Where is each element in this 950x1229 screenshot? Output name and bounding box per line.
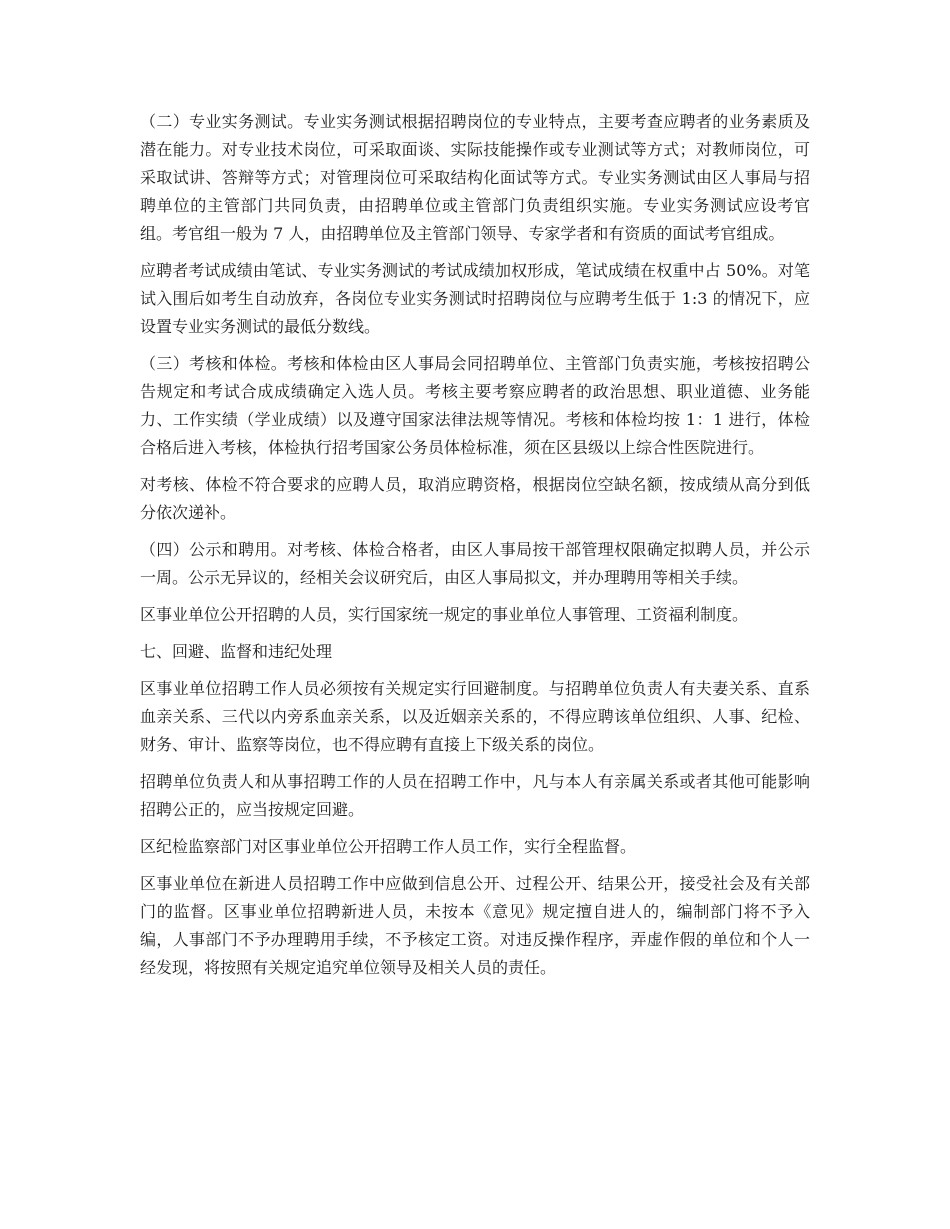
paragraph-avoidance-rules: 区事业单位招聘工作人员必须按有关规定实行回避制度。与招聘单位负责人有夫妻关系、直系血亲关系、三代以内旁系血亲关系，以及近姻亲关系的，不得应聘该单位组织、人事、纪检、财务、审计、监察等岗位，也不得应聘有直接上下级关系的岗位。 (140, 679, 810, 754)
document-body (140, 108, 810, 991)
paragraph-score-weighting: 应聘者考试成绩由笔试、专业实务测试的考试成绩加权形成，笔试成绩在权重中占 50%。对笔试入围后如考生自动放弃，各岗位专业实务测试时招聘岗位与应聘考生低于 1:3 的情况下，应设置专业实务测试的最低分数线。 (140, 261, 810, 336)
paragraph-publicity-hiring: （四）公示和聘用。对考核、体检合格者，由区人事局按干部管理权限确定拟聘人员，并公示一周。公示无异议的，经相关会议研究后，由区人事局拟文，并办理聘用等相关手续。 (140, 540, 810, 587)
paragraph-supervision: 区纪检监察部门对区事业单位公开招聘工作人员工作，实行全程监督。 (140, 837, 637, 856)
paragraph-personnel-system: 区事业单位公开招聘的人员，实行国家统一规定的事业单位人事管理、工资福利制度。 (140, 605, 749, 624)
paragraph-assessment-exam: （三）考核和体检。考核和体检由区人事局会同招聘单位、主管部门负责实施，考核按招聘公告规定和考试合成成绩确定入选人员。考核主要考察应聘者的政治思想、职业道德、业务能力、工作实绩（学业成绩）以及遵守国家法律法规等情况。考核和体检均按 1：1 进行，体检合格后进入考核，体检执行招考国家公务员体检标准，须在区县级以上综合性医院进行。 (140, 354, 810, 457)
paragraph-professional-test: （二）专业实务测试。专业实务测试根据招聘岗位的专业特点，主要考查应聘者的业务素质及潜在能力。对专业技术岗位，可采取面谈、实际技能操作或专业测试等方式；对教师岗位，可采取试讲、答辩等方式；对管理岗位可采取结构化面试等方式。专业实务测试由区人事局与招聘单位的主管部门共同负责，由招聘单位或主管部门负责组织实施。专业实务测试应设考官组。考官组一般为 7 人，由招聘单位及主管部门领导、专家学者和有资质的面试考官组成。 (140, 112, 810, 243)
paragraph-disqualification: 对考核、体检不符合要求的应聘人员，取消应聘资格，根据岗位空缺名额，按成绩从高分到低分依次递补。 (140, 475, 810, 522)
paragraph-disclosure-penalty: 区事业单位在新进人员招聘工作中应做到信息公开、过程公开、结果公开，接受社会及有关部门的监督。区事业单位招聘新进人员，未按本《意见》规定擅自进人的，编制部门将不予入编，人事部门不予办理聘用手续，不予核定工资。对违反操作程序，弄虚作假的单位和个人一经发现，将按照有关规定追究单位领导及相关人员的责任。 (140, 874, 810, 977)
section-heading-avoidance: 七、回避、监督和违纪处理 (140, 642, 333, 661)
paragraph-recusal: 招聘单位负责人和从事招聘工作的人员在招聘工作中，凡与本人有亲属关系或者其他可能影响招聘公正的，应当按规定回避。 (140, 772, 810, 819)
